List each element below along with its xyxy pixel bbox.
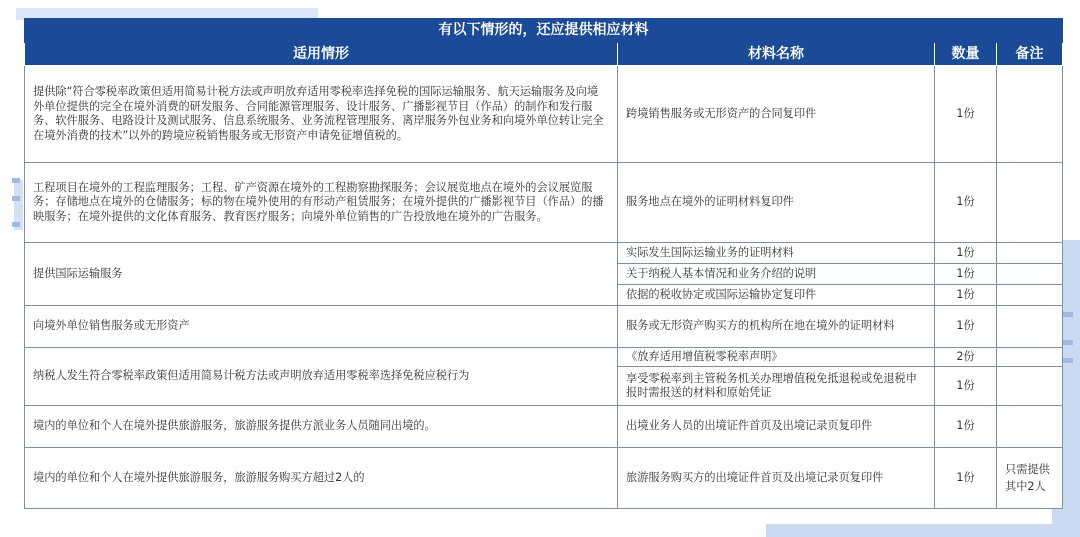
material-cell: 出境业务人员的出境证件首页及出境记录页复印件 [618,406,935,448]
table-row [25,66,1063,163]
decor-band-bottom [766,524,1080,537]
remark-cell [997,367,1063,406]
quantity-cell: 1份 [935,163,997,243]
situation-cell: 境内的单位和个人在境外提供旅游服务，旅游服务购买方超过2人的 [25,448,618,509]
material-cell: 服务或无形资产购买方的机构所在地在境外的证明材料 [618,306,935,348]
decor-dash [1063,340,1073,345]
quantity-cell: 1份 [935,66,997,163]
quantity-cell: 1份 [935,367,997,406]
remark-cell [997,406,1063,448]
quantity-cell: 1份 [935,448,997,509]
header-material: 材料名称 [618,43,935,66]
material-cell: 依据的税收协定或国际运输协定复印件 [618,285,935,306]
decor-dash [12,178,20,183]
situation-cell: 境内的单位和个人在境外提供旅游服务，旅游服务提供方派业务人员随同出境的。 [25,406,618,448]
quantity-cell: 1份 [935,306,997,348]
material-cell: 《放弃适用增值税零税率声明》 [618,348,935,367]
remark-cell [997,306,1063,348]
table-row [25,243,1063,264]
remark-cell [997,66,1063,163]
situation-cell: 工程项目在境外的工程监理服务；工程、矿产资源在境外的工程勘察勘探服务；会议展览地点在境外的会议展览服务；存储地点在境外的仓储服务；标的物在境外使用的有形动产租赁服务；在境外提供的广播影视节目（作品）的播映服务；在境外提供的文化体育服务、教育医疗服务；向境外单位销售的广告投放地在境外的广告服务。 [25,163,618,243]
table-row [25,448,1063,509]
table-row [25,406,1063,448]
situation-cell: 提供国际运输服务 [25,243,618,306]
table-title: 有以下情形的，还应提供相应材料 [25,19,1063,43]
quantity-cell: 1份 [935,285,997,306]
table-row [25,306,1063,348]
table-row [25,163,1063,243]
decor-dash [1063,358,1073,363]
remark-cell: 只需提供其中2人 [997,448,1063,509]
material-cell: 实际发生国际运输业务的证明材料 [618,243,935,264]
header-remark: 备注 [997,43,1063,66]
quantity-cell: 1份 [935,406,997,448]
decor-dash [12,222,20,227]
material-cell: 享受零税率到主管税务机关办理增值税免抵退税或免退税申报时需报送的材料和原始凭证 [618,367,935,406]
material-cell: 关于纳税人基本情况和业务介绍的说明 [618,264,935,285]
quantity-cell: 1份 [935,243,997,264]
table-row [25,348,1063,367]
header-quantity: 数量 [935,43,997,66]
situation-cell: 向境外单位销售服务或无形资产 [25,306,618,348]
remark-cell [997,243,1063,264]
remark-cell [997,285,1063,306]
quantity-cell: 2份 [935,348,997,367]
materials-table [24,18,1063,509]
remark-cell [997,264,1063,285]
decor-dash [1063,312,1073,317]
remark-cell [997,348,1063,367]
material-cell: 跨境销售服务或无形资产的合同复印件 [618,66,935,163]
material-cell: 服务地点在境外的证明材料复印件 [618,163,935,243]
situation-cell: 纳税人发生符合零税率政策但适用简易计税方法或声明放弃适用零税率选择免税应税行为 [25,348,618,406]
remark-cell [997,163,1063,243]
decor-dash [12,196,20,201]
table-header-row [25,43,1063,66]
material-cell: 旅游服务购买方的出境证件首页及出境记录页复印件 [618,448,935,509]
situation-cell: 提供除“符合零税率政策但适用简易计税方法或声明放弃适用零税率选择免税的国际运输服务、航天运输服务及向境外单位提供的完全在境外消费的研发服务、合同能源管理服务、设计服务、广播影视节目（作品）的制作和发行服务、软件服务、电路设计及测试服务、信息系统服务、业务流程管理服务、离岸服务外包业务和向境外单位转让完全在境外消费的技术”以外的跨境应税销售服务或无形资产申请免征增值税的。 [25,66,618,163]
quantity-cell: 1份 [935,264,997,285]
header-situation: 适用情形 [25,43,618,66]
